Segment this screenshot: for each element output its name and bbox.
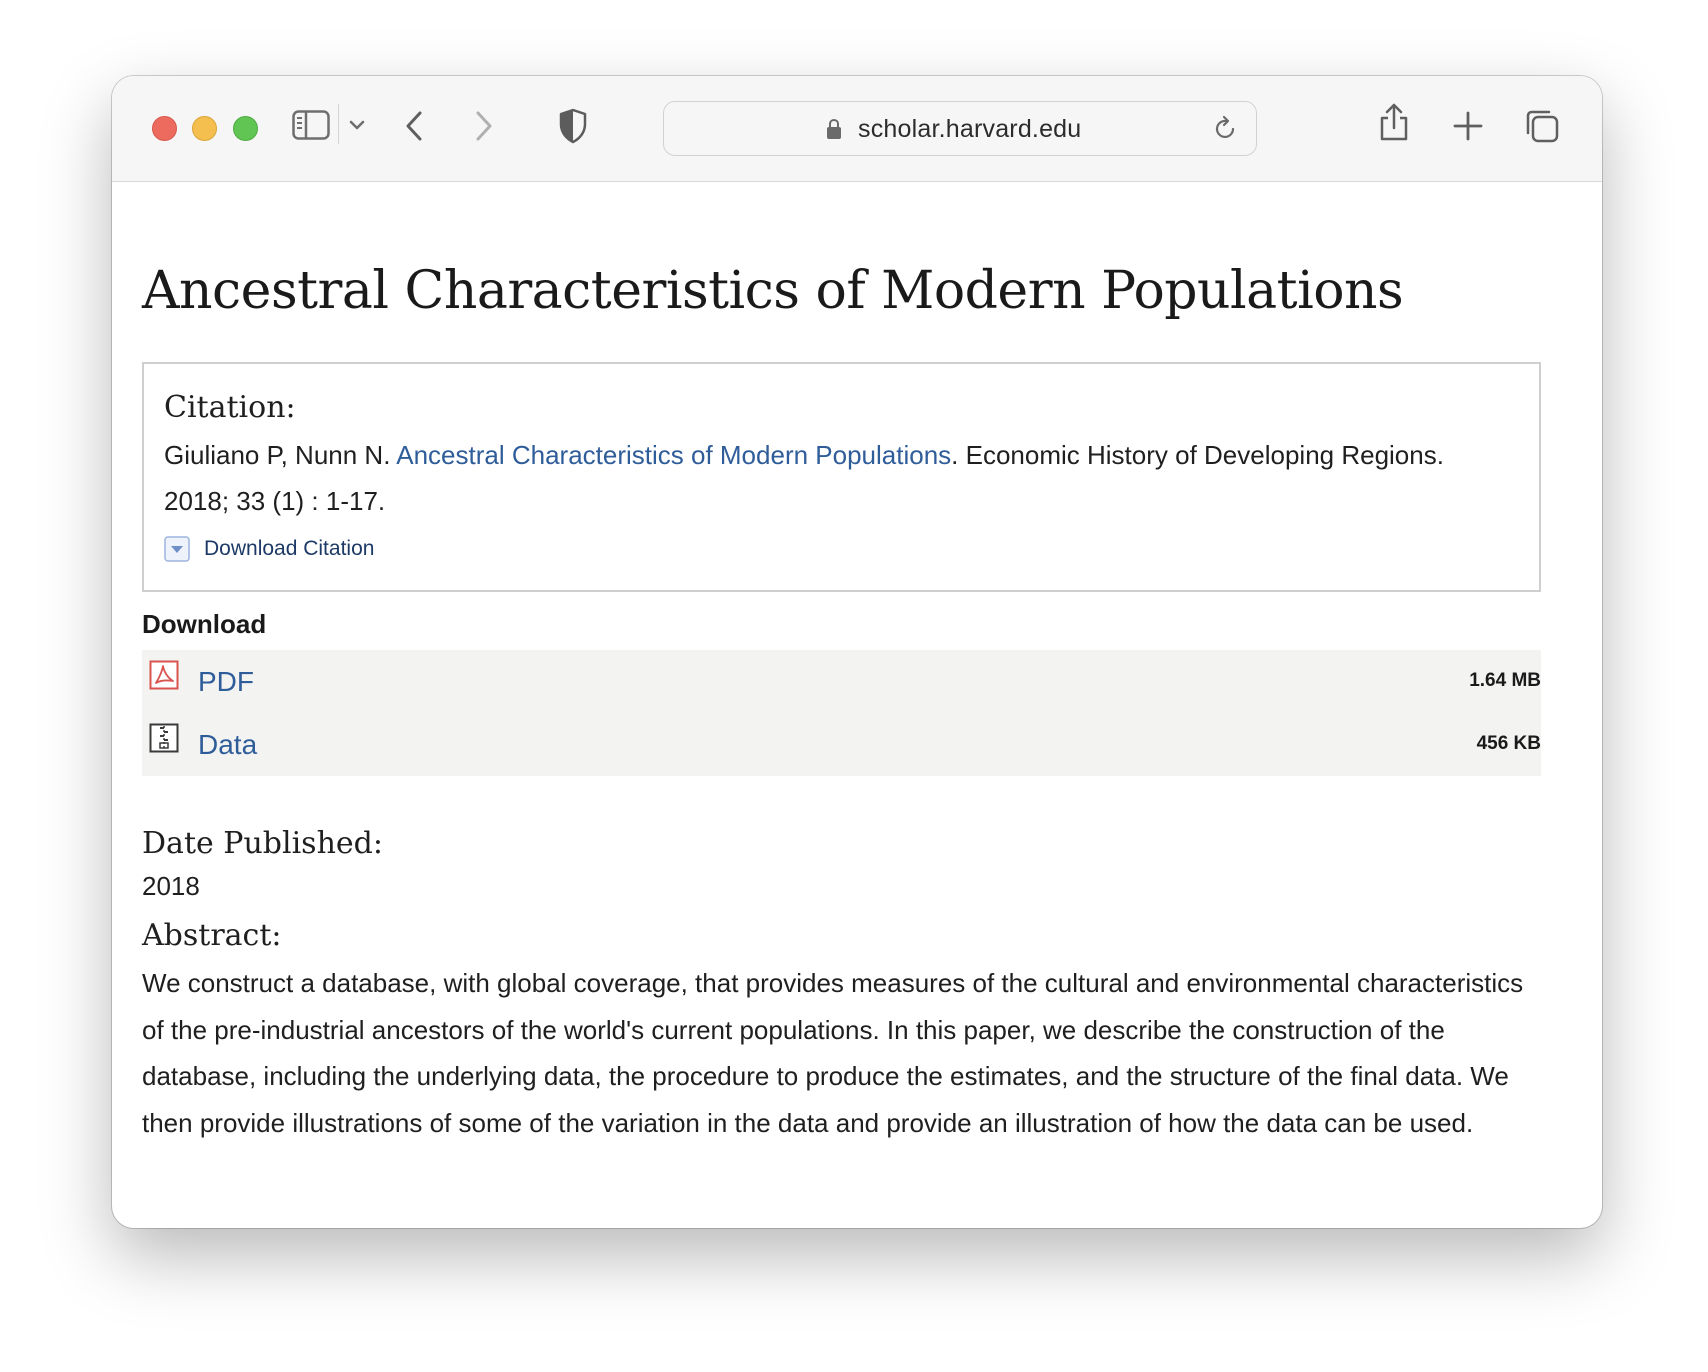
- privacy-shield-icon[interactable]: [558, 108, 588, 144]
- browser-window: [112, 76, 1602, 1228]
- date-published-value: 2018: [142, 871, 200, 901]
- share-icon[interactable]: [1378, 102, 1410, 142]
- sidebar-toggle-icon[interactable]: [292, 110, 330, 140]
- citation-box: [142, 362, 1541, 592]
- download-heading: Download: [142, 609, 267, 639]
- lock-icon: [826, 118, 842, 145]
- data-download-link[interactable]: Data: [198, 729, 258, 760]
- forward-arrow-icon[interactable]: [474, 110, 494, 142]
- minimize-window-button[interactable]: [192, 116, 217, 141]
- page-title: Ancestral Characteristics of Modern Populations: [142, 261, 1404, 321]
- citation-label: Citation:: [164, 390, 296, 425]
- download-item-data: [142, 713, 1541, 776]
- citation-authors: Giuliano P, Nunn N.: [164, 440, 397, 470]
- new-tab-plus-icon[interactable]: [1453, 111, 1483, 141]
- abstract-text: We construct a database, with global coverage, that provides measures of the cultural and environmental characteristics of the pre-industrial ancestors of the world's current populations. In this paper, we describe the construction of the database, including the underlying data, the procedure to produce the estimates, and the structure of the final data. We then provide illustrations of some of the variation in the data and provide an illustration of how the data can be used.: [142, 968, 1524, 1138]
- zoom-window-button[interactable]: [233, 116, 258, 141]
- download-citation-button[interactable]: [164, 536, 374, 562]
- browser-toolbar: [112, 76, 1602, 182]
- url-text: scholar.harvard.edu: [858, 115, 1082, 143]
- tab-overview-icon[interactable]: [1524, 108, 1560, 144]
- chevron-down-icon[interactable]: [349, 120, 365, 130]
- zip-archive-icon: [149, 723, 179, 758]
- data-file-size: 456 KB: [1476, 733, 1541, 754]
- date-published-label: Date Published:: [142, 826, 383, 861]
- abstract-label: Abstract:: [142, 918, 282, 953]
- citation-text: [164, 432, 1464, 524]
- download-citation-label: Download Citation: [204, 537, 375, 560]
- reload-icon[interactable]: [1214, 115, 1238, 146]
- citation-rest: . Economic History of Developing Regions. 2018; 33 (1) : 1-17.: [164, 440, 1444, 516]
- pdf-file-size: 1.64 MB: [1469, 670, 1541, 691]
- downloads-list: [142, 650, 1541, 776]
- dropdown-arrow-icon: [164, 536, 190, 562]
- back-arrow-icon[interactable]: [404, 110, 424, 142]
- pdf-icon: [149, 660, 179, 695]
- toolbar-divider: [338, 104, 339, 144]
- citation-title-link[interactable]: Ancestral Characteristics of Modern Populations: [396, 440, 952, 470]
- address-bar[interactable]: [663, 101, 1257, 156]
- pdf-download-link[interactable]: PDF: [198, 666, 254, 697]
- close-window-button[interactable]: [152, 116, 177, 141]
- download-item-pdf: [142, 650, 1541, 713]
